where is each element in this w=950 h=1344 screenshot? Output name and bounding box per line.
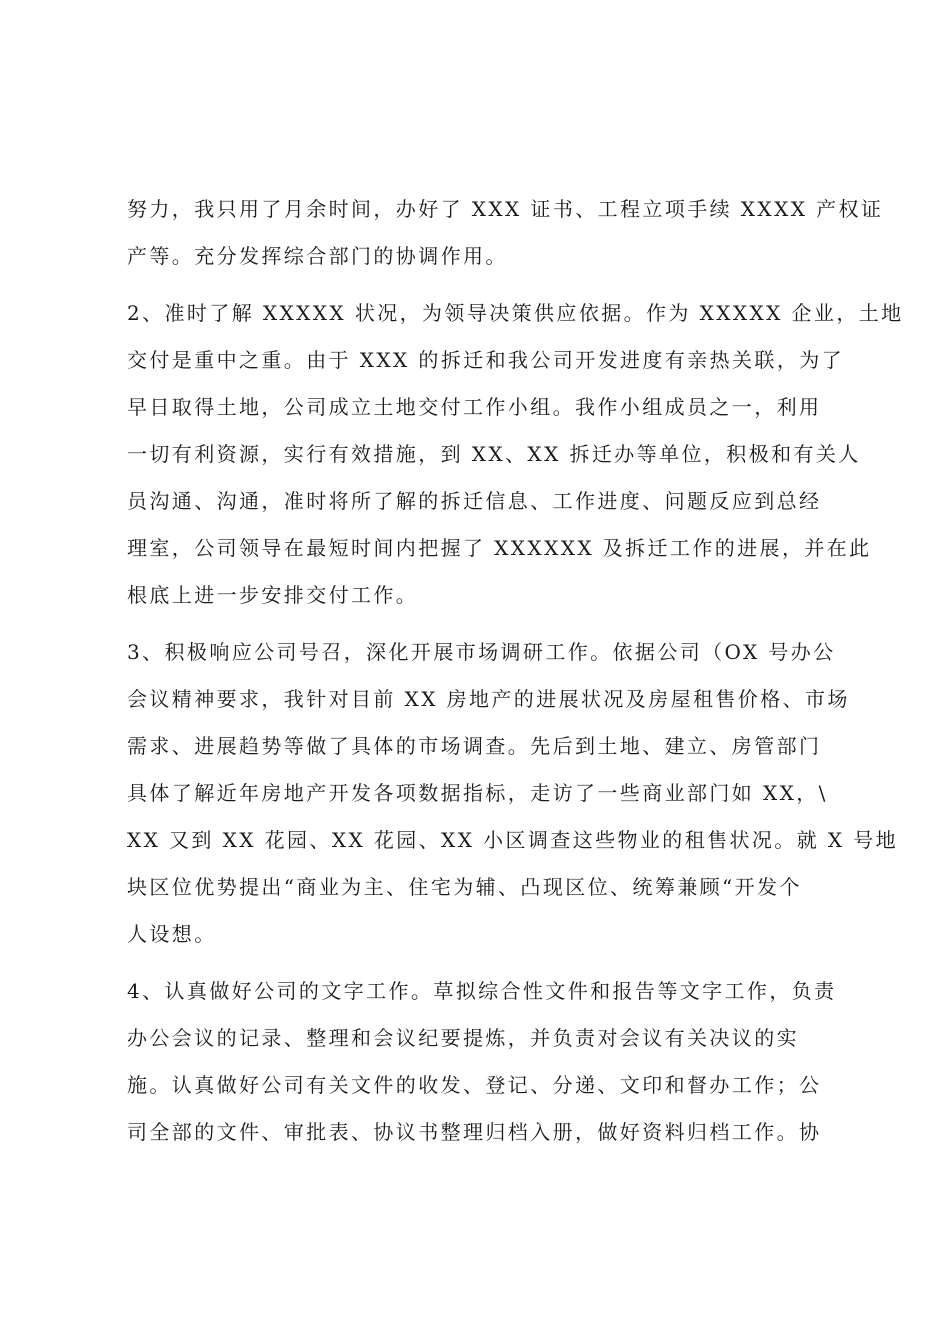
text-line: 努力，我只用了月余时间，办好了 XXX 证书、工程立项手续 XXXX 产权证 <box>127 197 884 221</box>
paragraph-continuation <box>127 186 884 280</box>
text-line: 办公会议的记录、整理和会议纪要提炼，并负责对会议有关决议的实 <box>127 1026 799 1050</box>
text-line: XX 又到 XX 花园、XX 花园、XX 小区调查这些物业的租售状况。就 X 号地 <box>127 828 899 852</box>
text-line: 交付是重中之重。由于 XXX 的拆迁和我公司开发进度有亲热关联，为了 <box>127 348 845 372</box>
text-line: 理室，公司领导在最短时间内把握了 XXXXXX 及拆迁工作的进展，并在此 <box>127 536 872 560</box>
text-line: 会议精神要求，我针对目前 XX 房地产的进展状况及房屋租售价格、市场 <box>127 687 850 711</box>
text-line: 3、积极响应公司号召，深化开展市场调研工作。依据公司（OX 号办公 <box>127 640 836 664</box>
paragraph-item-3 <box>127 629 899 958</box>
text-line: 2、准时了解 XXXXX 状况，为领导决策供应依据。作为 XXXXX 企业，土地 <box>127 301 904 325</box>
paragraph-item-4 <box>127 968 837 1156</box>
text-line: 根底上进一步安排交付工作。 <box>127 583 419 607</box>
text-line: 块区位优势提出“商业为主、住宅为辅、凸现区位、统筹兼顾“开发个 <box>127 875 802 899</box>
text-line: 具体了解近年房地产开发各项数据指标，走访了一些商业部门如 XX，\ <box>127 781 828 805</box>
text-line: 一切有利资源，实行有效措施，到 XX、XX 拆迁办等单位，积极和有关人 <box>127 442 861 466</box>
text-line: 早日取得土地，公司成立土地交付工作小组。我作小组成员之一，利用 <box>127 395 822 419</box>
text-line: 需求、进展趋势等做了具体的市场调查。先后到土地、建立、房管部门 <box>127 734 822 758</box>
text-line: 司全部的文件、审批表、协议书整理归档入册，做好资料归档工作。协 <box>127 1120 822 1144</box>
text-line: 人设想。 <box>127 922 217 946</box>
text-line: 员沟通、沟通，准时将所了解的拆迁信息、工作进度、问题反应到总经 <box>127 489 822 513</box>
text-line: 4、认真做好公司的文字工作。草拟综合性文件和报告等文字工作，负责 <box>127 979 837 1003</box>
text-line: 产等。充分发挥综合部门的协调作用。 <box>127 244 508 268</box>
text-line: 施。认真做好公司有关文件的收发、登记、分递、文印和督办工作；公 <box>127 1073 822 1097</box>
document-body <box>127 186 904 1156</box>
paragraph-item-2 <box>127 290 904 619</box>
